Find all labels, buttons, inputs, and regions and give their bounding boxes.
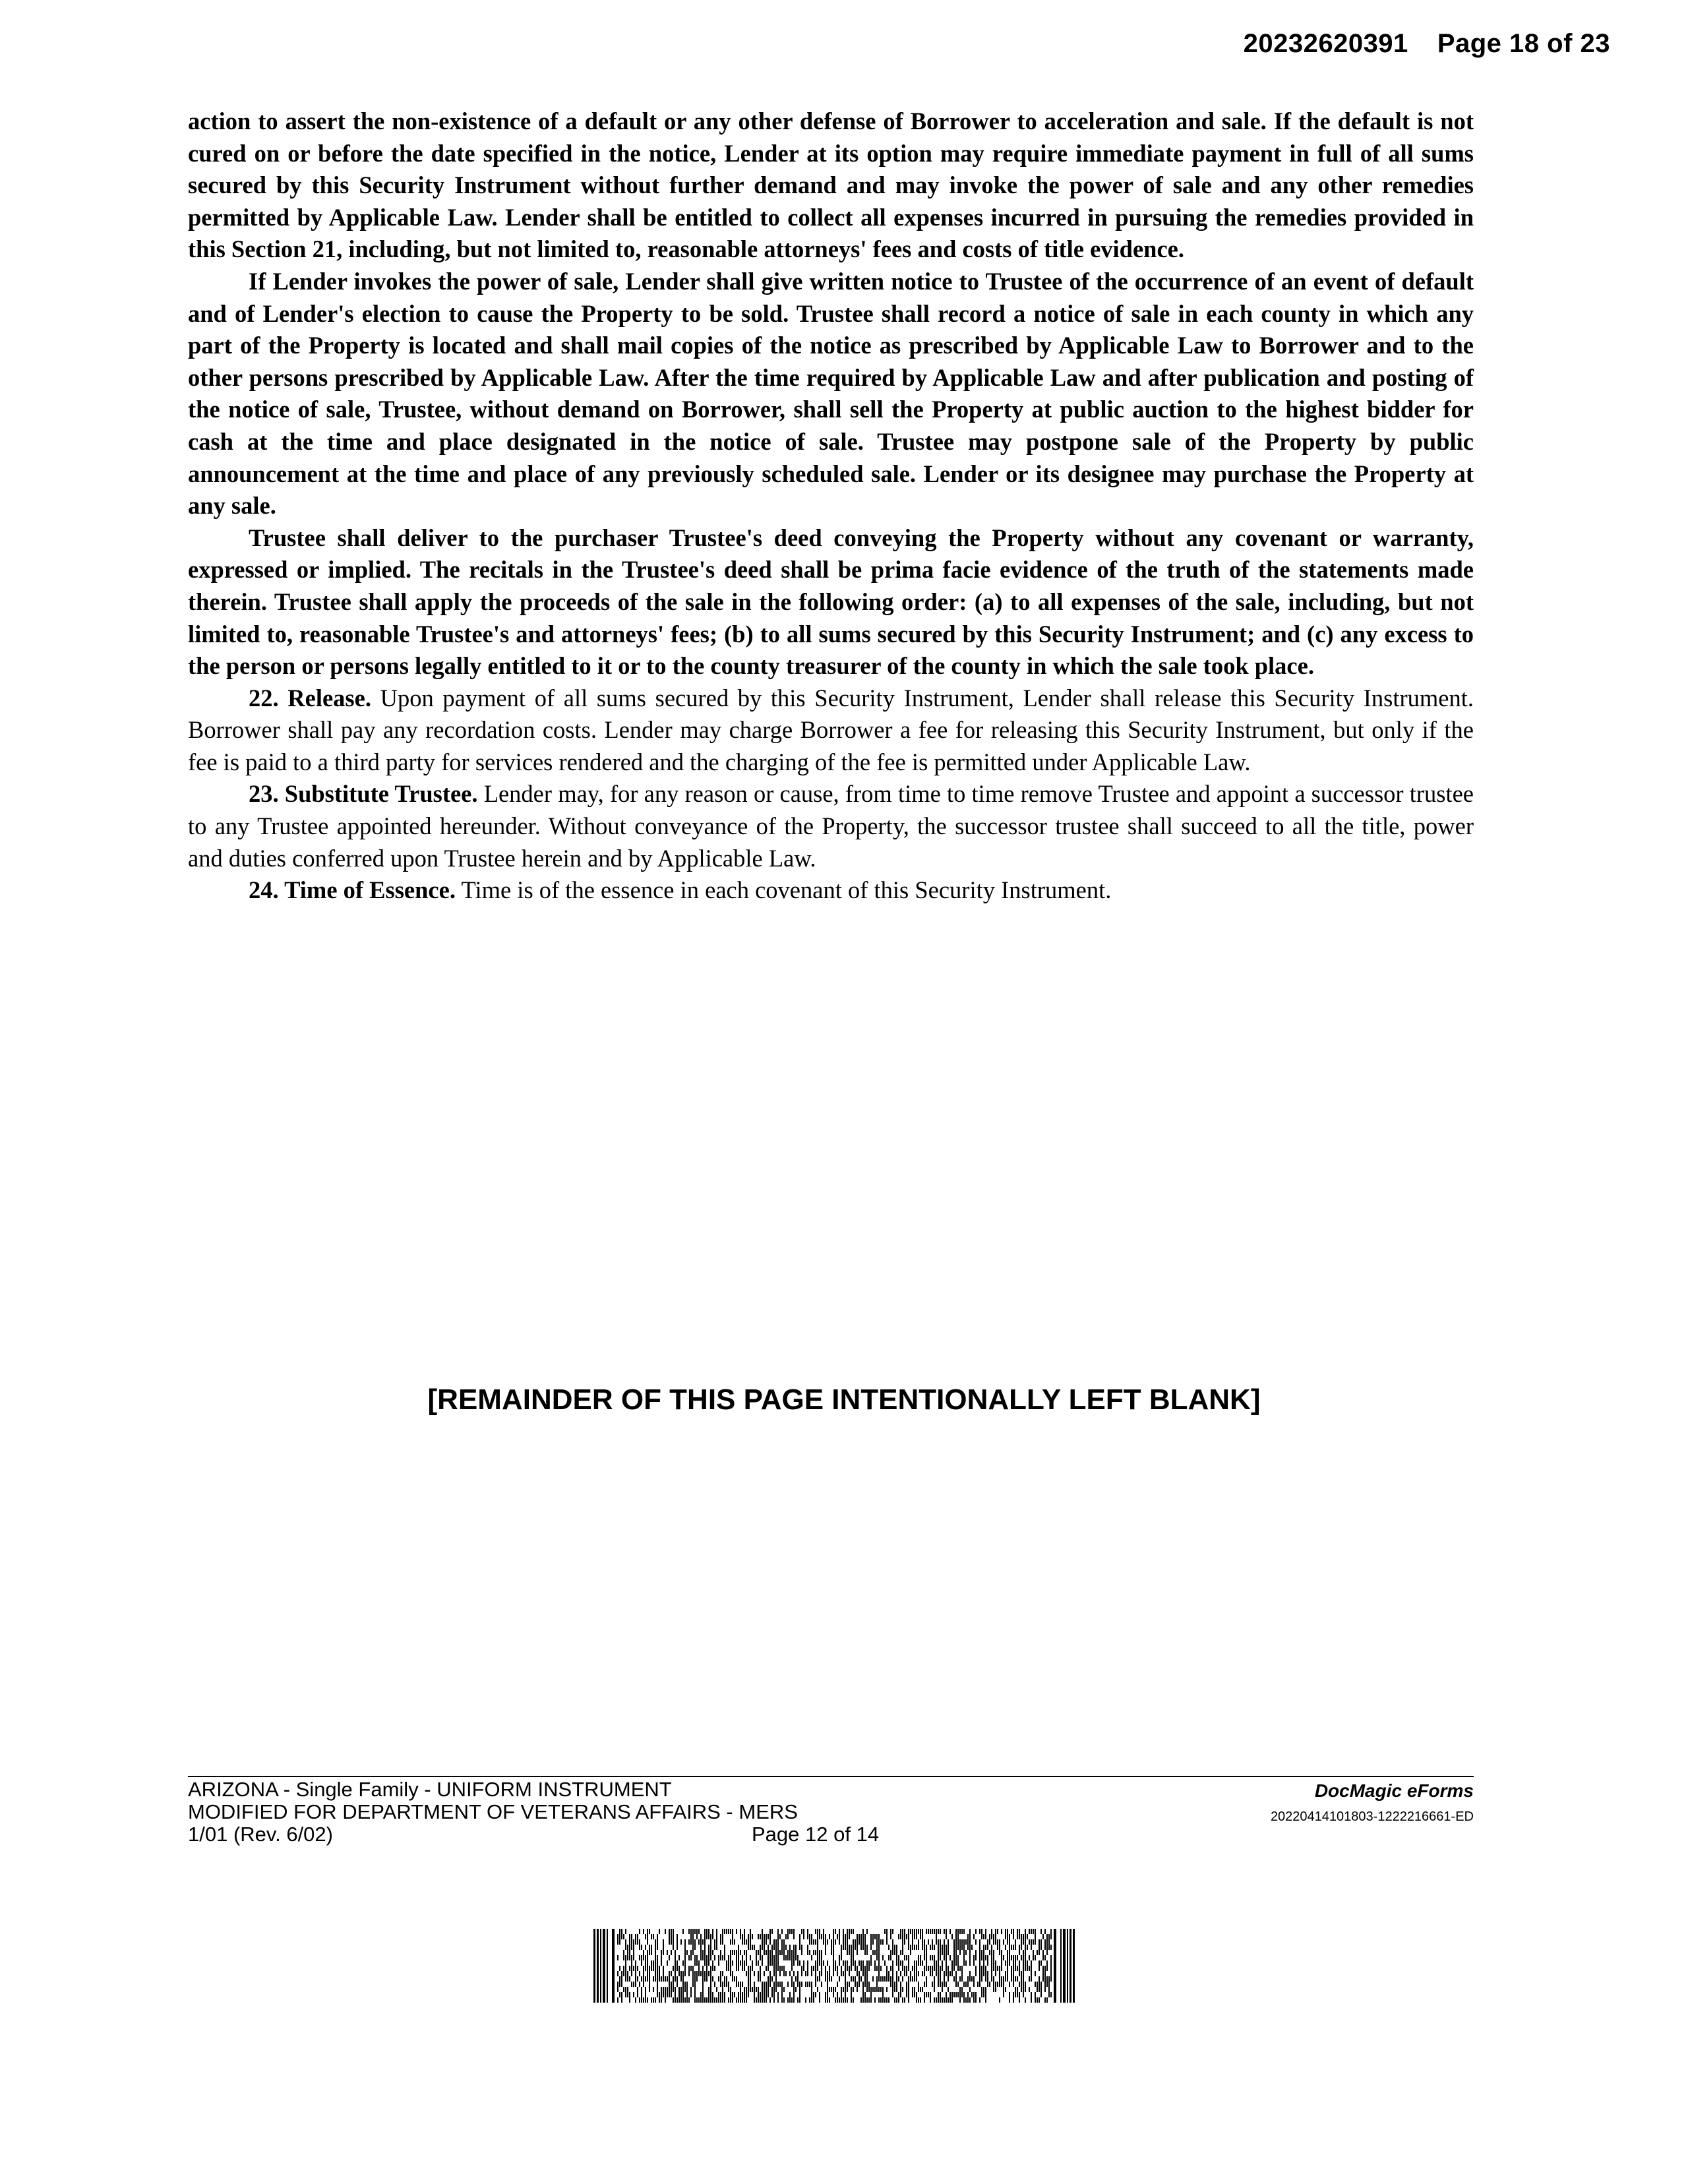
section-22-heading: 22. Release. xyxy=(249,684,371,712)
footer-document-id: 20220414101803-1222216661-ED xyxy=(1270,1809,1474,1824)
section-22-release xyxy=(188,682,1474,779)
footer-form-info xyxy=(188,1778,798,1846)
section-21-trustee-deed: Trustee shall deliver to the purchaser Trustee's deed conveying the Property without any covenant or warranty, expressed or implied. The recitals in the Trustee's deed shall be prima facie evidence of the truth of the statements made therein. Trustee shall apply the proceeds of the sale in the following order: (a) to all expenses of the sale, including, but not limited to, reasonable Trustee's and attorneys' fees; (b) to all sums secured by this Security Instrument; and (c) any excess to the person or persons legally entitled to it or to the county treasurer of the county in which the sale took place. xyxy=(188,524,1474,680)
section-24-text: Time is of the essence in each covenant of this Security Instrument. xyxy=(461,876,1112,904)
section-23-heading: 23. Substitute Trustee. xyxy=(249,780,478,808)
section-21-power-of-sale: If Lender invokes the power of sale, Lender shall give written notice to Trustee of the occurrence of an event of default and of Lender's election to cause the Property to be sold. Trustee shall record a notice of sale in each county in which any part of the Property is located and shall mail copies of the notice as prescribed by Applicable Law to Borrower and to the other persons prescribed by Applicable Law. After the time required by Applicable Law and after publication and posting of the notice of sale, Trustee, without demand on Borrower, shall sell the Property at public auction to the highest bidder for cash at the time and place designated in the notice of sale. Trustee may postpone sale of the Property by public announcement at the time and place of any previously scheduled sale. Lender or its designee may purchase the Property at any sale. xyxy=(188,267,1474,520)
blank-page-notice: [REMAINDER OF THIS PAGE INTENTIONALLY LEFT BLANK] xyxy=(427,1383,1261,1416)
section-23-text: Lender may, for any reason or cause, from time to time remove Trustee and appoint a successor trustee to any Trustee appointed hereunder. Without conveyance of the Property, the successor trustee shall succeed to all the title, power and duties conferred upon Trustee herein and by Applicable Law. xyxy=(188,780,1474,872)
footer-line-3: 1/01 (Rev. 6/02) xyxy=(188,1823,333,1846)
docmagic-logo: DocMagic eForms xyxy=(1314,1780,1474,1801)
page-indicator: Page 18 of 23 xyxy=(1437,29,1610,58)
section-24-heading: 24. Time of Essence. xyxy=(249,876,456,904)
footer-divider xyxy=(188,1776,1474,1777)
footer-line-1: ARIZONA - Single Family - UNIFORM INSTRUMENT xyxy=(188,1778,672,1801)
page-header xyxy=(1244,29,1610,59)
footer-page-number: Page 12 of 14 xyxy=(752,1823,880,1846)
document-body xyxy=(188,106,1474,907)
section-24-time-of-essence xyxy=(188,874,1474,907)
barcode-image xyxy=(593,1929,1075,2003)
section-21-continuation: action to assert the non-existence of a default or any other defense of Borrower to acceleration and sale. If the default is not cured on or before the date specified in the notice, Lender at its option may require immediate payment in full of all sums secured by this Security Instrument without further demand and may invoke the power of sale and any other remedies permitted by Applicable Law. Lender shall be entitled to collect all expenses incurred in pursuing the remedies provided in this Section 21, including, but not limited to, reasonable attorneys' fees and costs of title evidence. xyxy=(188,107,1474,263)
section-23-substitute-trustee xyxy=(188,778,1474,874)
document-number: 20232620391 xyxy=(1243,29,1408,58)
section-22-text: Upon payment of all sums secured by this Security Instrument, Lender shall release this Security Instrument. Borrower shall pay any recordation costs. Lender may charge Borrower a fee for releasing this Security Instrument, but only if the fee is paid to a third party for services rendered and the charging of the fee is permitted under Applicable Law. xyxy=(188,684,1474,775)
footer-line-2: MODIFIED FOR DEPARTMENT OF VETERANS AFFAIRS - MERS xyxy=(188,1800,798,1823)
